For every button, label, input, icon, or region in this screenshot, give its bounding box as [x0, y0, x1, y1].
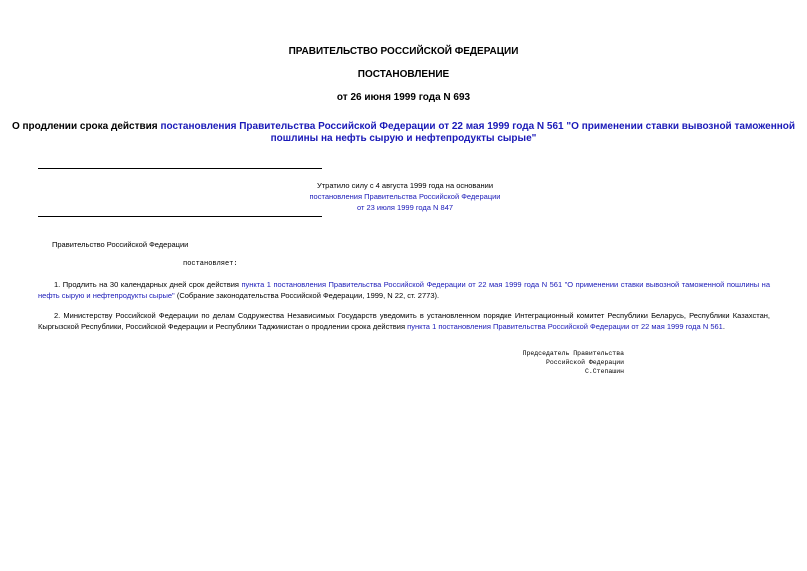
bottom-divider — [38, 216, 322, 217]
title-prefix: О продлении срока действия — [11, 121, 161, 132]
document-date-number: от 26 июня 1999 года N 693 — [336, 92, 471, 103]
p2-link[interactable]: пункта 1 постановления Правительства Российской Федерации от 22 мая 1999 года N 561 — [407, 322, 723, 331]
status-note-link-line1[interactable]: постановления Правительства Российской Федерации — [309, 192, 501, 201]
p2-text-before: 2. Министерству Российской Федерации по делам Содружества Независимых Государств уведомить в установленном порядке Интеграционный комитет Республики Беларусь, Республики Казахстан, Кыргызской Республики, Российской Федерации и Республики Таджикистан о продлении срока действия — [38, 311, 770, 331]
status-note — [250, 180, 560, 213]
signature-line-2: Российской Федерации — [545, 359, 624, 366]
document-type: ПОСТАНОВЛЕНИЕ — [357, 69, 450, 80]
p1-link[interactable]: пункта 1 постановления Правительства Российской Федерации от 22 мая 1999 года N 561 "О применении ставки вывозной таможенной пошлины на нефть сырую и нефтепродукты сырые" — [38, 280, 770, 300]
paragraph-1 — [38, 279, 770, 301]
decree-word: постановляет: — [183, 260, 238, 268]
signature-line-1: Председатель Правительства — [522, 350, 624, 357]
signature-line-3: С.Степашин — [584, 368, 624, 375]
p1-text-after: (Собрание законодательства Российской Федерации, 1999, N 22, ст. 2773). — [174, 291, 440, 300]
status-note-link-line2[interactable]: от 23 июля 1999 года N 847 — [356, 203, 454, 212]
paragraph-2 — [38, 310, 770, 332]
government-line: Правительство Российской Федерации — [52, 240, 189, 249]
title-link[interactable]: постановления Правительства Российской Федерации от 22 мая 1999 года N 561 "О применении ставки вывозной таможенной пошлины на нефть сырую и нефтепродукты сырые" — [160, 121, 796, 144]
signature-block — [490, 349, 624, 376]
p1-text-before: 1. Продлить на 30 календарных дней срок действия — [54, 280, 242, 289]
status-note-text: Утратило силу с 4 августа 1999 года на основании — [316, 181, 494, 190]
issuing-authority: ПРАВИТЕЛЬСТВО РОССИЙСКОЙ ФЕДЕРАЦИИ — [288, 46, 519, 57]
p2-text-after: . — [722, 322, 725, 331]
top-divider — [38, 168, 322, 169]
document-title — [0, 121, 807, 144]
